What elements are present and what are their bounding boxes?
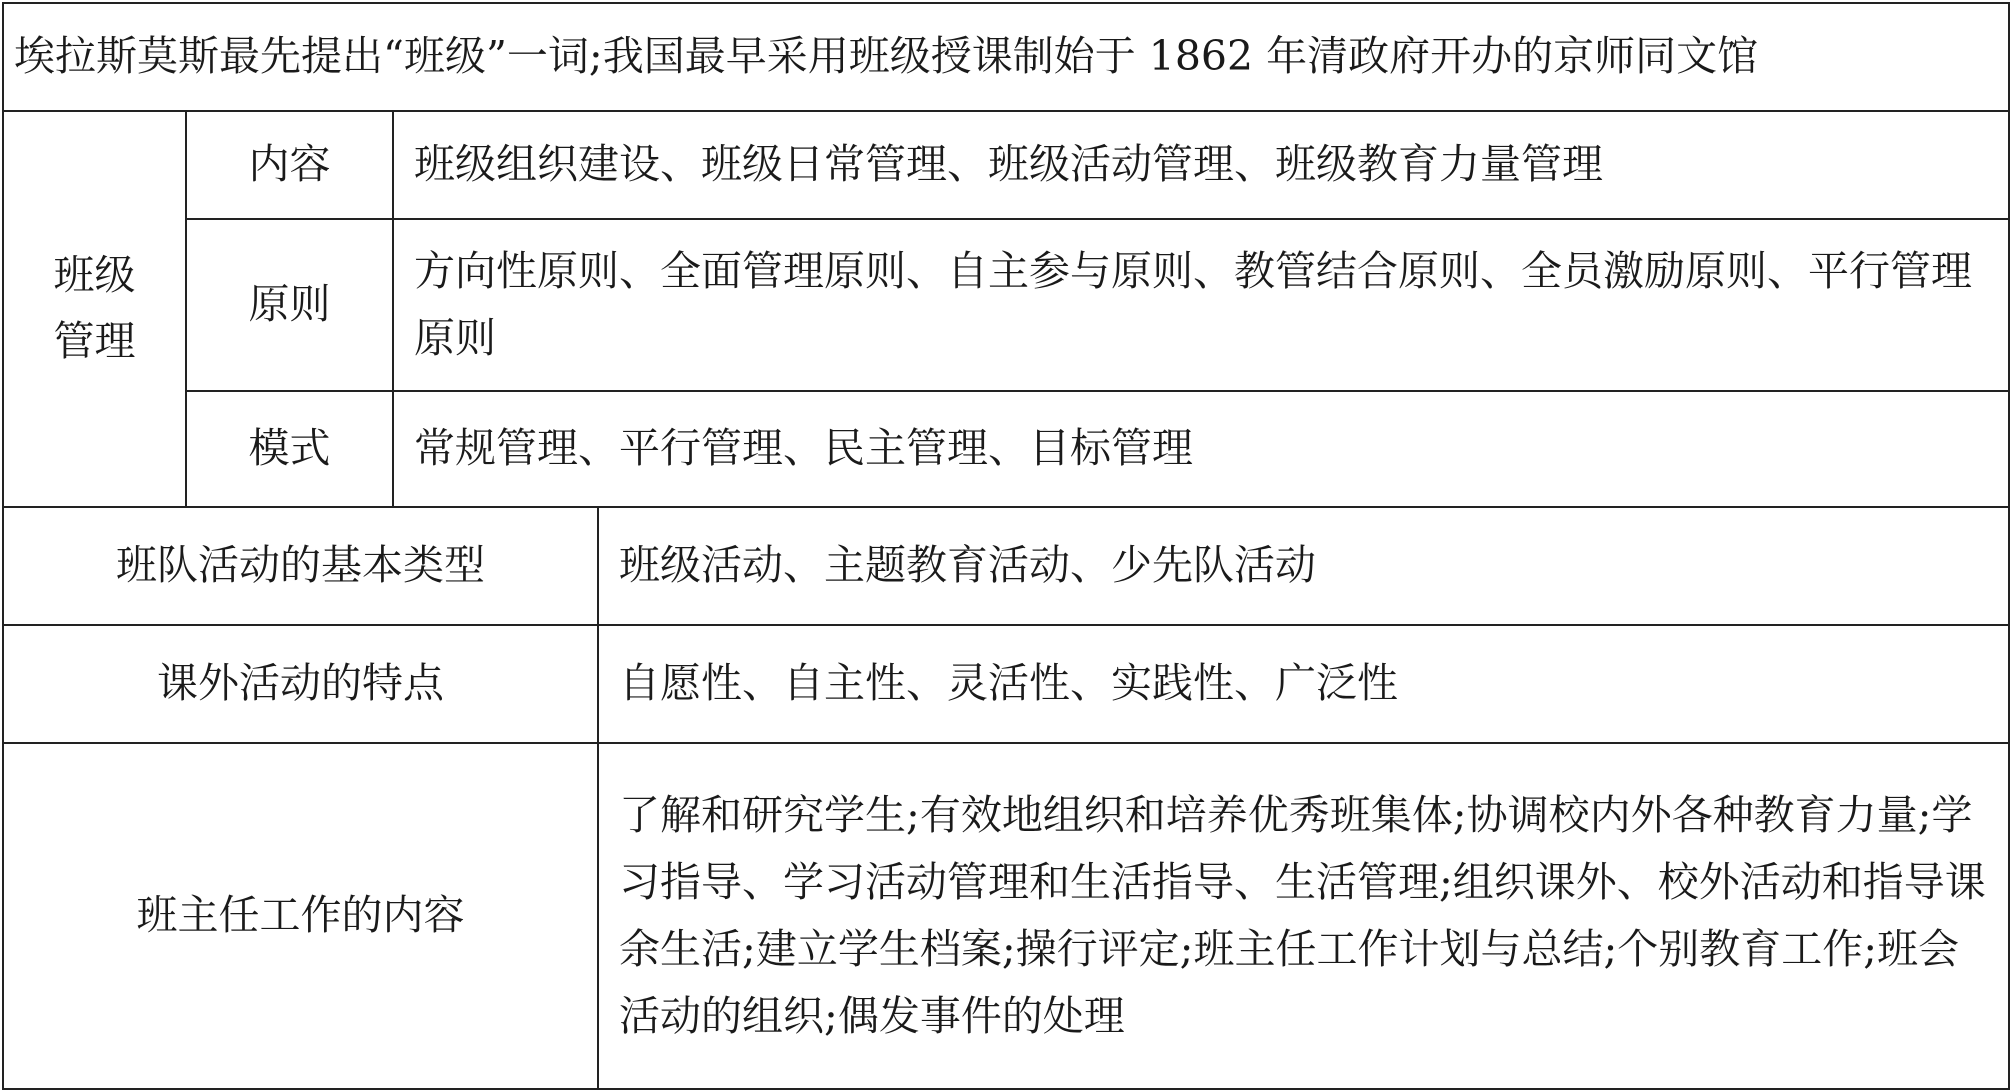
class-management-mode-text: 常规管理、平行管理、民主管理、目标管理 bbox=[393, 391, 2009, 507]
activity-types-row bbox=[3, 507, 2009, 625]
class-management-row-principles bbox=[3, 219, 2009, 391]
class-management-category-label: 班级管理 bbox=[53, 251, 136, 365]
extracurricular-content: 自愿性、自主性、灵活性、实践性、广泛性 bbox=[598, 625, 2009, 743]
head-teacher-label: 班主任工作的内容 bbox=[3, 743, 598, 1089]
head-teacher-content: 了解和研究学生;有效地组织和培养优秀班集体;协调校内外各种教育力量;学习指导、学习活动管理和生活指导、生活管理;组织课外、校外活动和指导课余生活;建立学生档案;操行评定;班主任工作计划与总结;个别教育工作;班会活动的组织;偶发事件的处理 bbox=[598, 743, 2009, 1089]
class-management-row-content bbox=[3, 111, 2009, 219]
class-management-sub-mode: 模式 bbox=[186, 391, 393, 507]
header-row bbox=[3, 3, 2009, 111]
activity-types-label: 班队活动的基本类型 bbox=[3, 507, 598, 625]
class-management-row-mode bbox=[3, 391, 2009, 507]
class-management-principles-text: 方向性原则、全面管理原则、自主参与原则、教管结合原则、全员激励原则、平行管理原则 bbox=[393, 219, 2009, 391]
extracurricular-label: 课外活动的特点 bbox=[3, 625, 598, 743]
summary-table-frame bbox=[2, 2, 2010, 1088]
class-management-sub-content: 内容 bbox=[186, 111, 393, 219]
activity-types-content: 班级活动、主题教育活动、少先队活动 bbox=[598, 507, 2009, 625]
class-management-category bbox=[3, 111, 186, 507]
summary-table bbox=[2, 2, 2010, 1090]
head-teacher-row bbox=[3, 743, 2009, 1089]
class-management-content-text: 班级组织建设、班级日常管理、班级活动管理、班级教育力量管理 bbox=[393, 111, 2009, 219]
extracurricular-row bbox=[3, 625, 2009, 743]
header-cell: 埃拉斯莫斯最先提出“班级”一词;我国最早采用班级授课制始于 1862 年清政府开办的京师同文馆 bbox=[3, 3, 2009, 111]
class-management-sub-principles: 原则 bbox=[186, 219, 393, 391]
